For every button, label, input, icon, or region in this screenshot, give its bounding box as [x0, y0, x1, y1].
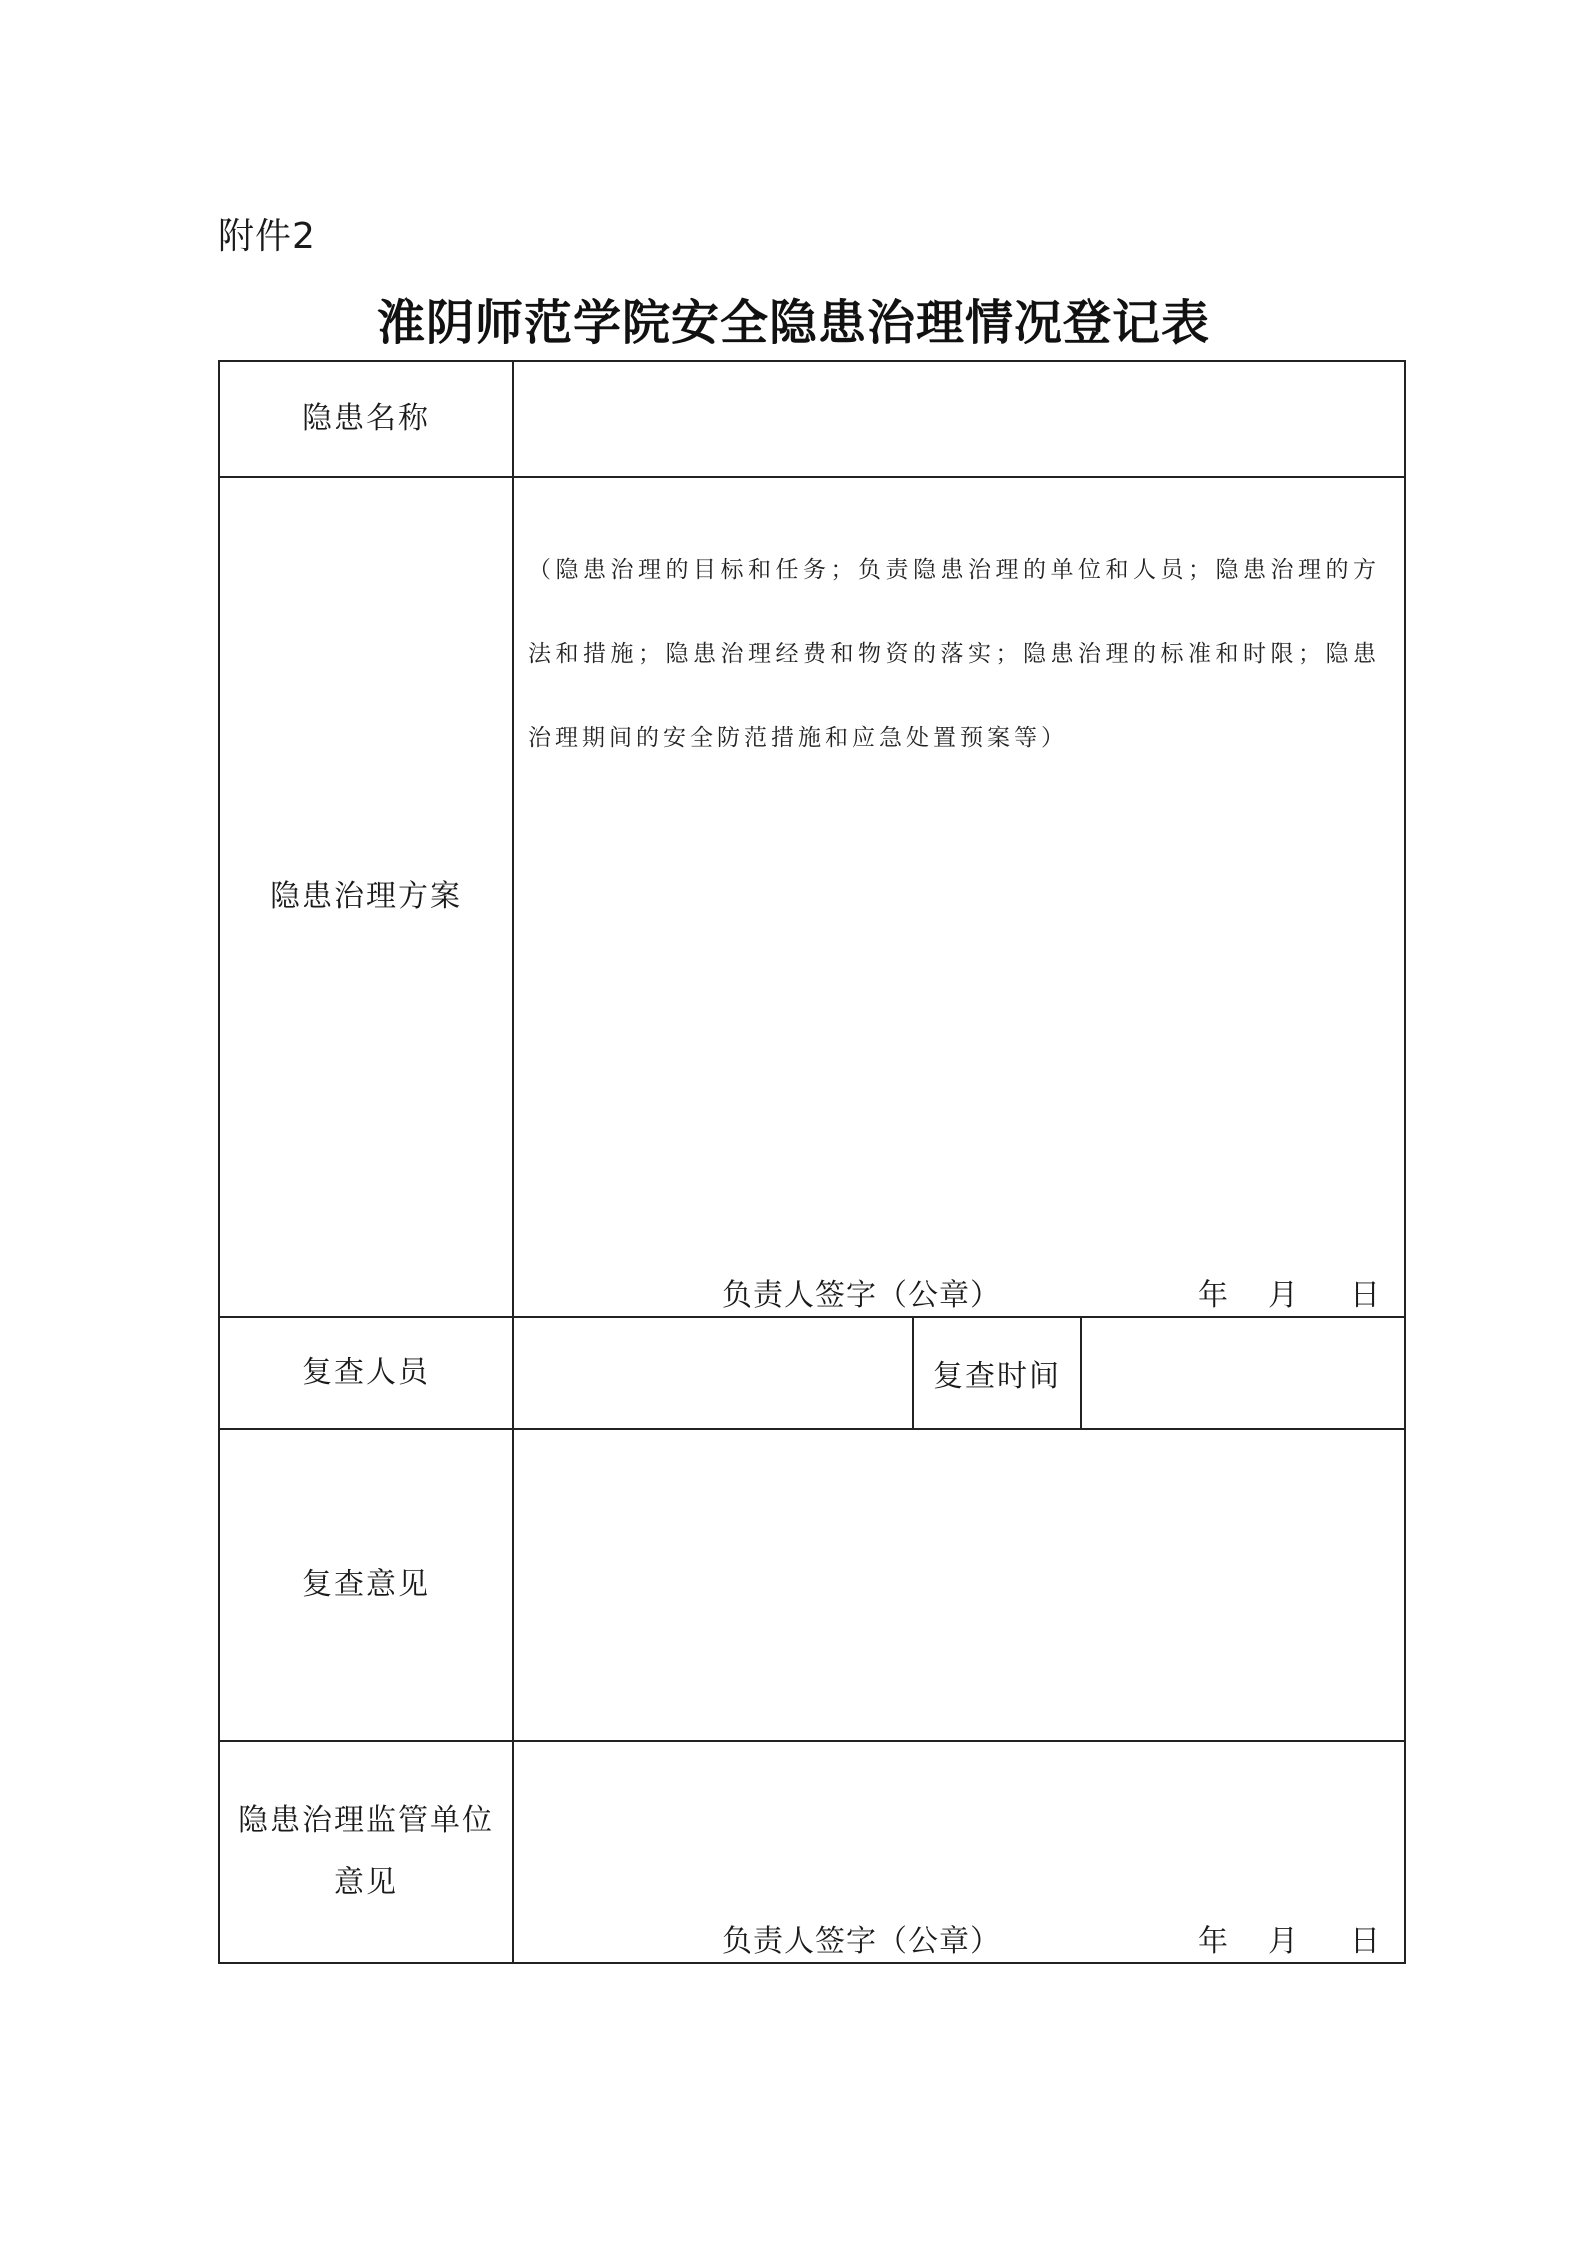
supervisor-label-line2: 意见 — [334, 1865, 398, 1900]
plan-field[interactable] — [514, 478, 1404, 1316]
day-label: 日 — [1350, 1924, 1380, 1959]
supervisor-label-line1: 隐患治理监管单位 — [238, 1803, 494, 1838]
review-time-field[interactable] — [1082, 1318, 1404, 1428]
review-row — [220, 1316, 1404, 1428]
signature-label: 负责人签字（公章） — [722, 1924, 1001, 1959]
review-opinion-row — [220, 1428, 1404, 1740]
supervisor-row — [220, 1740, 1404, 1962]
review-time-label: 复查时间 — [914, 1318, 1082, 1428]
form-title: 淮阴师范学院安全隐患治理情况登记表 — [376, 295, 1210, 351]
hazard-name-label: 隐患名称 — [220, 362, 514, 476]
reviewer-field[interactable] — [514, 1318, 914, 1428]
year-label: 年 — [1198, 1924, 1228, 1959]
supervisor-opinion-field[interactable] — [514, 1742, 1404, 1962]
day-label: 日 — [1350, 1278, 1380, 1313]
reviewer-label: 复查人员 — [220, 1318, 514, 1428]
review-opinion-label: 复查意见 — [220, 1430, 514, 1740]
month-label: 月 — [1268, 1924, 1298, 1959]
plan-label: 隐患治理方案 — [220, 478, 514, 1316]
supervisor-signature-line — [514, 1914, 1404, 1962]
plan-signature-line — [514, 1268, 1404, 1316]
month-label: 月 — [1268, 1278, 1298, 1313]
review-opinion-field[interactable] — [514, 1430, 1404, 1740]
year-label: 年 — [1198, 1278, 1228, 1313]
hazard-name-row — [220, 362, 1404, 476]
attachment-label: 附件2 — [218, 216, 316, 257]
registration-form-table — [218, 360, 1406, 1964]
plan-instructions: （隐患治理的目标和任务；负责隐患治理的单位和人员；隐患治理的方法和措施；隐患治理经费和物资的落实；隐患治理的标准和时限；隐患治理期间的安全防范措施和应急处置预案等） — [528, 557, 1380, 751]
plan-row — [220, 476, 1404, 1316]
signature-label: 负责人签字（公章） — [722, 1278, 1001, 1313]
hazard-name-field[interactable] — [514, 362, 1404, 476]
supervisor-label — [220, 1742, 514, 1962]
